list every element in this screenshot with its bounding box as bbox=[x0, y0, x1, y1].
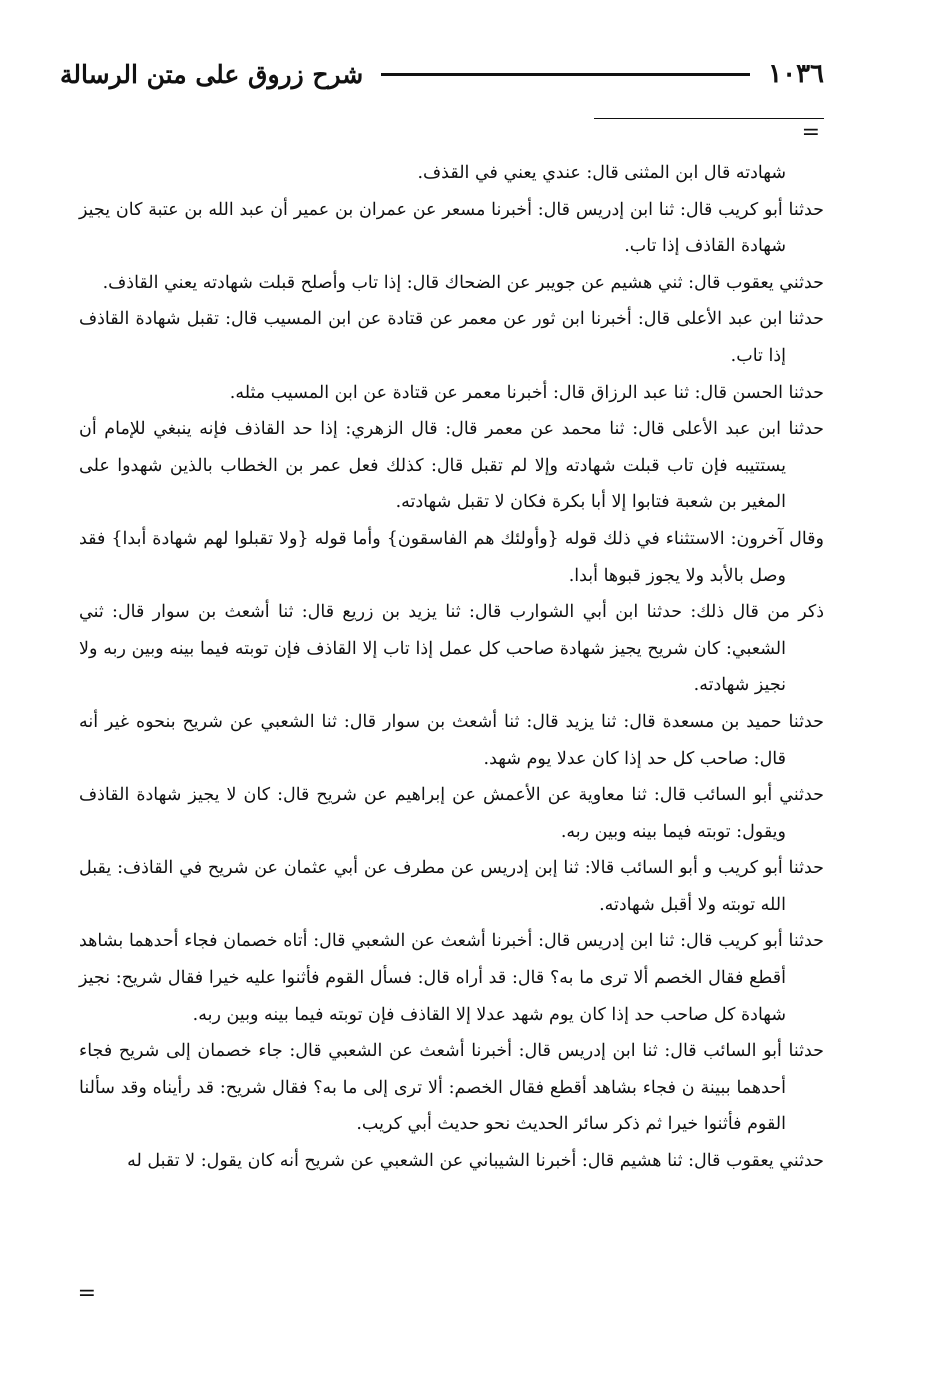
paragraph: حدثنا أبو كريب و أبو السائب قالا: ثنا إبن إدريس عن مطرف عن أبي عثمان عن شريح في القاذف: يقبل الله توبته ولا أقبل شهادته. bbox=[79, 858, 824, 915]
book-title: شرح زروق على متن الرسالة bbox=[60, 59, 364, 89]
paragraph: حدثني أبو السائب قال: ثنا معاوية عن الأعمش عن إبراهيم عن شريح قال: كان لا يجيز شهادة القاذف ويقول: توبته فيما بينه وبين ربه. bbox=[79, 785, 824, 842]
main-text bbox=[79, 155, 824, 1180]
paragraph: حدثنا ابن عبد الأعلى قال: أخبرنا ابن ثور عن معمر عن قتادة عن ابن المسيب قال: تقبل شهادة القاذف إذا تاب. bbox=[79, 309, 824, 366]
paragraph: حدثنا أبو السائب قال: ثنا ابن إدريس قال: أخبرنا أشعث عن الشعبي قال: جاء خصمان إلى شريح فجاء أحدهما ببينة ن فجاء بشاهد أقطع فقال الخصم: ألا ترى إلى ما به؟ فقال شريح: قد رأيناه وقد سألنا القوم فأثنوا خيرا ثم ذكر سائر الحديث نحو حديث أبي كريب. bbox=[79, 1041, 824, 1135]
paragraph: حدثنا أبو كريب قال: ثنا ابن إدريس قال: أخبرنا أشعث عن الشعبي قال: أتاه خصمان فجاء أحدهما بشاهد أقطع فقال الخصم ألا ترى ما به؟ قال: قد أراه قال: فسأل القوم فأثنوا عليه خيرا فقال شريح: نجيز شهادة كل صاحب حد إذا كان يوم شهد عدلا إلا القاذف فإن توبته فيما بينه وبين ربه. bbox=[79, 931, 824, 1025]
paragraph: حدثنا حميد بن مسعدة قال: ثنا يزيد قال: ثنا أشعث بن سوار قال: ثنا الشعبي عن شريح بنحوه غير أنه قال: صاحب كل حد إذا كان عدلا يوم شهد. bbox=[79, 711, 824, 769]
paragraph: ذكر من قال ذلك: حدثنا ابن أبي الشوارب قال: ثنا يزيد بن زريع قال: ثنا أشعث بن سوار قال: ثني الشعبي: كان شريح يجيز شهادة صاحب كل عمل إذا تاب إلا القاذف فإن توبته فيما بينه وبين ربه ولا نجيز شهادته. bbox=[79, 602, 824, 696]
paragraph: وقال آخرون: الاستثناء في ذلك قوله {وأولئك هم الفاسقون} وأما قوله {ولا تقبلوا لهم شهادة أبدا} فقد وصل بالأبد ولا يجوز قبوها أبدا. bbox=[79, 528, 824, 586]
continuation-mark-bottom: = bbox=[77, 1281, 96, 1306]
paragraph: حدثني يعقوب قال: ثني هشيم عن جويبر عن الضحاك قال: إذا تاب وأصلح قبلت شهادته يعني القاذف. bbox=[102, 272, 824, 293]
paragraph: حدثنا ابن عبد الأعلى قال: ثنا محمد عن معمر قال: قال الزهري: إذا حد القاذف فإنه ينبغي للإمام أن يستتيبه فإن تاب قبلت شهادته وإلا لم تقبل قال: كذلك فعل عمر بن الخطاب بالذين شهدوا على المغير بن شعبة فتابوا إلا أبا بكرة فكان لا تقبل شهادته. bbox=[79, 419, 824, 513]
page-number: ١٠٣٦ bbox=[768, 59, 824, 89]
paragraph: حدثنا الحسن قال: ثنا عبد الرزاق قال: أخبرنا معمر عن قتادة عن ابن المسيب مثله. bbox=[229, 382, 824, 403]
paragraph: شهادته قال ابن المثنى قال: عندي يعني في القذف. bbox=[417, 163, 786, 183]
continuation-rule bbox=[594, 118, 824, 119]
paragraph: حدثني يعقوب قال: ثنا هشيم قال: أخبرنا الشيباني عن الشعبي عن شريح أنه كان يقول: لا تقبل له bbox=[127, 1151, 824, 1172]
header-rule bbox=[381, 73, 750, 76]
paragraph: حدثنا أبو كريب قال: ثنا ابن إدريس قال: أخبرنا مسعر عن عمران بن عمير أن عبد الله بن عتبة كان يجيز شهادة القاذف إذا تاب. bbox=[79, 199, 824, 257]
page-header bbox=[60, 52, 824, 96]
continuation-mark-top: = bbox=[801, 120, 820, 145]
